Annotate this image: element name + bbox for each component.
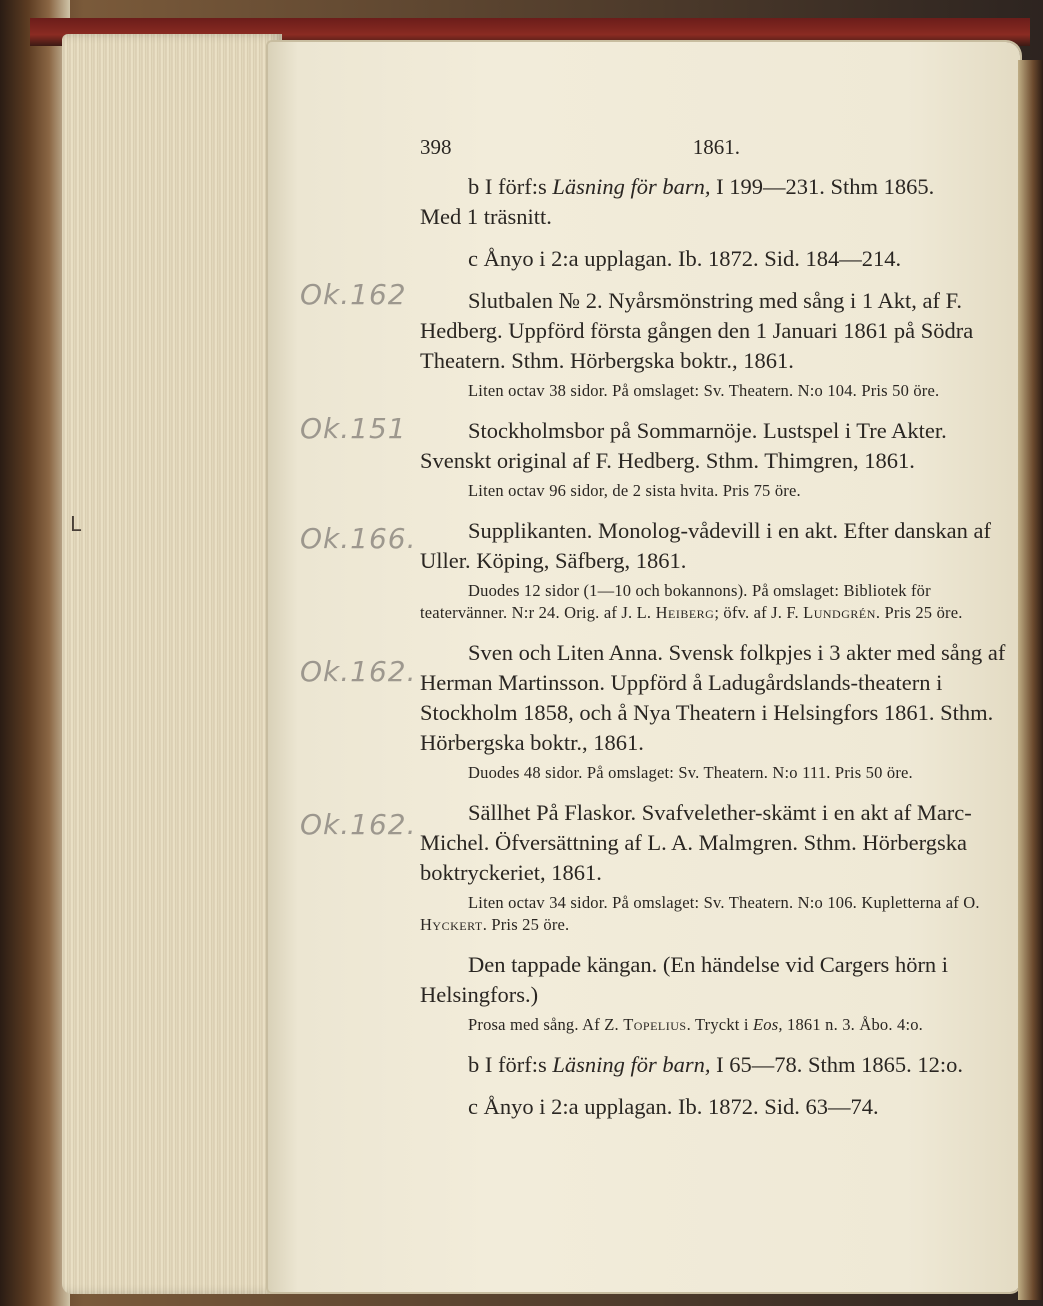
entry-den-tappade-kangan-note: Prosa med sång. Af Z. Topelius. Tryckt i Eos, 1861 n. 3. Åbo. 4:o. bbox=[468, 1015, 924, 1034]
entry-continuation-line-3: c Ånyo i 2:a upplagan. Ib. 1872. Sid. 184—214. bbox=[468, 246, 902, 271]
margin-note-1: Ok.162 bbox=[300, 278, 407, 311]
entry-stockholmsbor-note: Liten octav 96 sidor, de 2 sista hvita. Pris 75 öre. bbox=[468, 481, 801, 500]
entry-supplikanten-note: Duodes 12 sidor (1—10 och bokannons). På omslaget: Bibliotek för teatervänner. N:r 24. Orig. af J. L. Heiberg; öfv. af J. F. Lundgrén. Pris 25 öre. bbox=[420, 581, 963, 622]
page-block-edges bbox=[62, 34, 282, 1294]
header-year: 1861. bbox=[692, 135, 740, 159]
entry-continuation-line-2: Med 1 träsnitt. bbox=[420, 204, 552, 229]
margin-note-4: Ok.162. bbox=[300, 655, 417, 688]
book-cover-left bbox=[0, 0, 70, 1306]
entry-sallhet-pa-flaskor: Sällhet På Flaskor. Svafvelether-skämt i en akt af Marc-Michel. Öfversättning af L. A. Malmgren. Sthm. Hörbergska boktryckeriet, 1861. bbox=[420, 800, 972, 885]
entry-continuation-line-1: b I förf:s Läsning för barn, I 199—231. Sthm 1865. bbox=[468, 174, 935, 199]
margin-note-6: L bbox=[70, 512, 82, 536]
margin-note-2: Ok.151 bbox=[300, 412, 407, 445]
margin-note-3: Ok.166. bbox=[300, 522, 417, 555]
entry-sven-och-liten-anna: Sven och Liten Anna. Svensk folkpjes i 3 akter med sång af Herman Martinsson. Uppförd å Ladugårdslands-theatern i Stockholm 1858, och å Nya Theatern i Helsingfors 1861. Sthm. Hörbergska boktr., 1861. bbox=[420, 640, 1006, 755]
page-number: 398 bbox=[420, 135, 452, 159]
running-header bbox=[420, 135, 740, 160]
entry-den-tappade-kangan: Den tappade kängan. (En händelse vid Cargers hörn i Helsingfors.) bbox=[420, 952, 949, 1007]
entry-stockholmsbor: Stockholmsbor på Sommarnöje. Lustspel i Tre Akter. Svenskt original af F. Hedberg. Sthm. Thimgren, 1861. bbox=[420, 418, 947, 473]
entry-supplikanten: Supplikanten. Monolog-vådevill i en akt. Efter danskan af Uller. Köping, Säfberg, 1861. bbox=[420, 518, 991, 573]
entry-sallhet-pa-flaskor-note: Liten octav 34 sidor. På omslaget: Sv. Theatern. N:o 106. Kupletterna af O. Hyckert. Pris 25 öre. bbox=[420, 893, 980, 934]
entry-reprint-line-1: b I förf:s Läsning för barn, I 65—78. Sthm 1865. 12:o. bbox=[468, 1052, 964, 1077]
entry-slutbalen-note: Liten octav 38 sidor. På omslaget: Sv. Theatern. N:o 104. Pris 50 öre. bbox=[468, 381, 940, 400]
entry-sven-och-liten-anna-note: Duodes 48 sidor. På omslaget: Sv. Theatern. N:o 111. Pris 50 öre. bbox=[468, 763, 913, 782]
page-text bbox=[420, 135, 1016, 1122]
book-cover-right bbox=[1018, 60, 1043, 1300]
margin-note-5: Ok.162. bbox=[300, 808, 417, 841]
entry-slutbalen: Slutbalen № 2. Nyårsmönstring med sång i 1 Akt, af F. Hedberg. Uppförd första gången den 1 Januari 1861 på Södra Theatern. Sthm. Hörbergska boktr., 1861. bbox=[420, 288, 974, 373]
entry-reprint-line-2: c Ånyo i 2:a upplagan. Ib. 1872. Sid. 63—74. bbox=[468, 1094, 879, 1119]
